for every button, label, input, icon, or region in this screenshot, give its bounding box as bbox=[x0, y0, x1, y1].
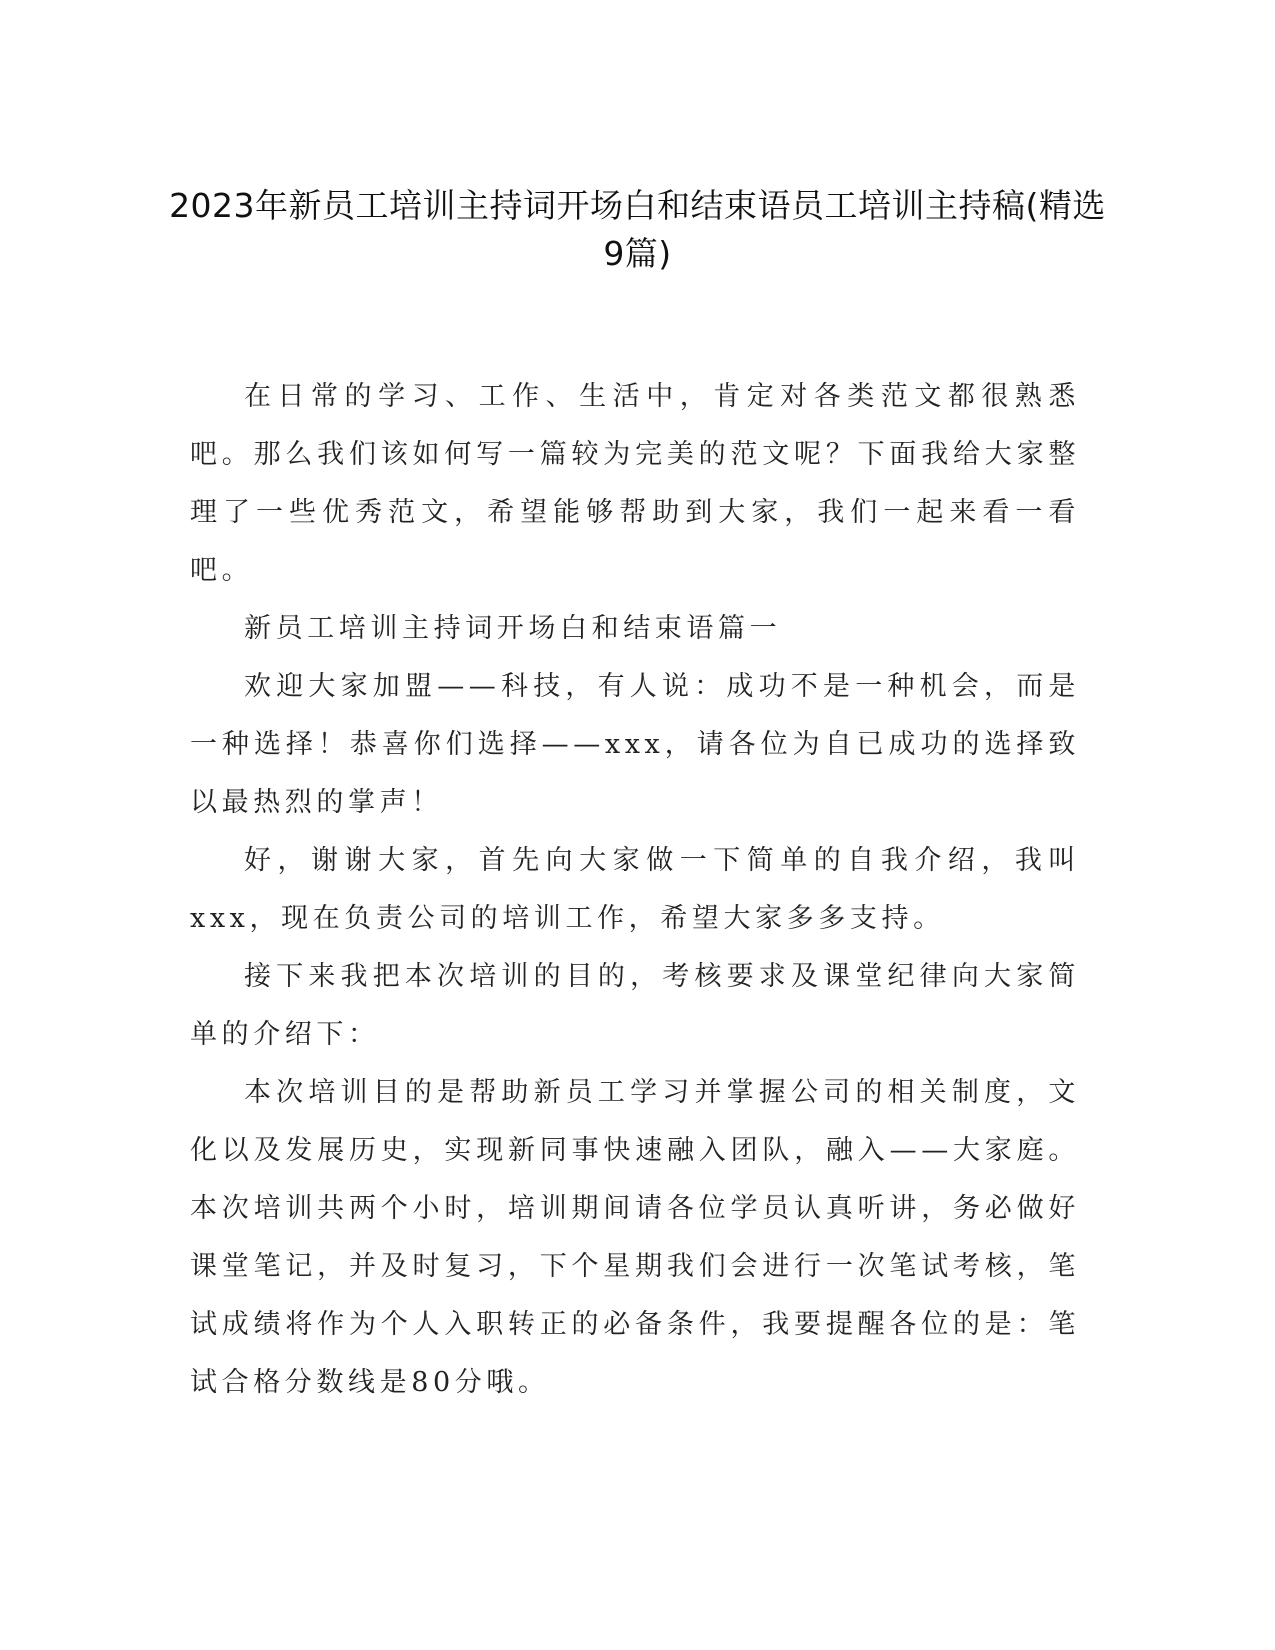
document-body bbox=[190, 368, 1080, 1412]
paragraph-training-purpose: 本次培训目的是帮助新员工学习并掌握公司的相关制度，文化以及发展历史，实现新同事快速融入团队，融入——大家庭。本次培训共两个小时，培训期间请各位学员认真听讲，务必做好课堂笔记，并及时复习，下个星期我们会进行一次笔试考核，笔试成绩将作为个人入职转正的必备条件，我要提醒各位的是：笔试合格分数线是80分哦。 bbox=[190, 1077, 1080, 1398]
paragraph-self-intro: 好，谢谢大家，首先向大家做一下简单的自我介绍，我叫xxx，现在负责公司的培训工作，希望大家多多支持。 bbox=[190, 845, 1080, 934]
section-heading: 新员工培训主持词开场白和结束语篇一 bbox=[244, 613, 782, 644]
paragraph-agenda: 接下来我把本次培训的目的，考核要求及课堂纪律向大家简单的介绍下： bbox=[190, 961, 1080, 1050]
paragraph-welcome: 欢迎大家加盟——科技，有人说：成功不是一种机会，而是一种选择！恭喜你们选择——xxx，请各位为自已成功的选择致以最热烈的掌声！ bbox=[190, 671, 1080, 818]
document-title: 2023年新员工培训主持词开场白和结束语员工培训主持稿(精选9篇) bbox=[169, 186, 1106, 273]
paragraph-intro: 在日常的学习、工作、生活中，肯定对各类范文都很熟悉吧。那么我们该如何写一篇较为完美的范文呢？下面我给大家整理了一些优秀范文，希望能够帮助到大家，我们一起来看一看吧。 bbox=[190, 381, 1080, 586]
